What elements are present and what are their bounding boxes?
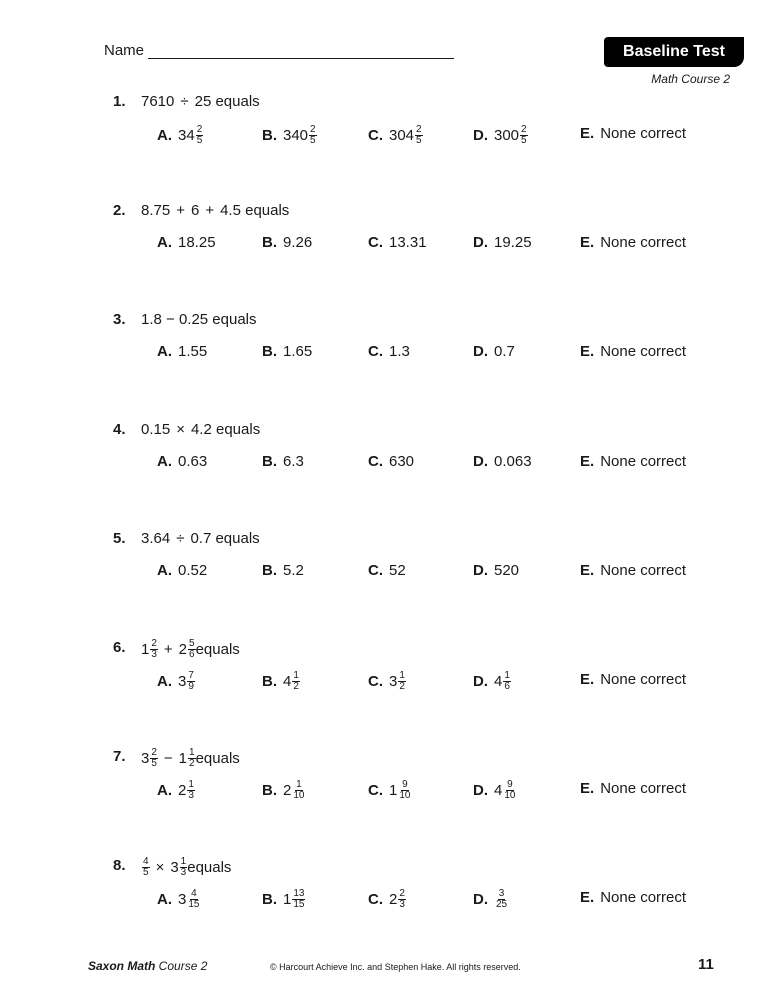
question-number: 8.	[113, 857, 126, 875]
answer-option[interactable]	[262, 343, 312, 361]
answer-option[interactable]	[157, 343, 207, 361]
answer-option[interactable]	[262, 671, 300, 692]
text-segment: 13.31	[389, 234, 427, 252]
answer-option[interactable]	[368, 125, 423, 146]
answer-option[interactable]	[157, 889, 200, 910]
answer-option[interactable]	[157, 562, 207, 580]
whole-part: 4	[283, 672, 292, 690]
option-letter: E.	[580, 780, 595, 798]
whole-part: 1	[389, 781, 398, 799]
answer-option[interactable]	[262, 453, 304, 471]
answer-option[interactable]	[368, 780, 411, 801]
text-segment: 25 equals	[194, 93, 260, 110]
answer-option[interactable]	[580, 671, 686, 689]
question-prompt	[141, 748, 240, 769]
text-segment: None correct	[600, 452, 687, 470]
fraction	[180, 857, 188, 878]
fraction	[150, 748, 158, 769]
option-letter: B.	[262, 561, 277, 579]
option-letter: D.	[473, 672, 488, 690]
fraction	[196, 125, 204, 146]
mixed-number	[389, 780, 411, 801]
option-letter: A.	[157, 890, 172, 908]
fraction	[292, 889, 305, 910]
whole-part: 3	[141, 749, 150, 767]
text-segment: equals	[187, 858, 232, 876]
question-prompt	[141, 857, 231, 878]
option-letter: B.	[262, 672, 277, 690]
footer-book-title	[88, 959, 207, 973]
answer-option[interactable]	[580, 343, 686, 361]
mixed-number	[283, 671, 300, 692]
denominator: 3	[188, 790, 194, 802]
fraction	[309, 125, 317, 146]
numerator: 2	[521, 124, 527, 135]
whole-part: 1	[141, 640, 150, 658]
answer-option[interactable]	[262, 889, 305, 910]
question-number: 5.	[113, 529, 126, 547]
whole-part: 1	[283, 890, 292, 908]
mixed-number	[141, 639, 158, 660]
whole-part: 2	[178, 781, 187, 799]
fraction	[398, 780, 411, 801]
numerator: 1	[293, 670, 299, 681]
text-segment: 1.8 − 0.25 equals	[141, 311, 257, 329]
whole-part: 2	[283, 781, 292, 799]
question-prompt	[141, 530, 260, 548]
text-segment: 5.2	[283, 561, 304, 579]
question-number: 2.	[113, 202, 126, 220]
numerator: 1	[504, 670, 510, 681]
numerator: 2	[310, 124, 316, 135]
text-segment: 3.64	[141, 529, 171, 547]
operator-symbol: +	[205, 202, 215, 220]
question-prompt	[141, 421, 260, 439]
denominator: 10	[293, 790, 305, 802]
denominator: 5	[521, 135, 527, 146]
denominator: 10	[399, 790, 411, 802]
denominator: 15	[188, 899, 200, 911]
fraction	[415, 125, 423, 146]
numerator: 2	[416, 124, 422, 135]
answer-option[interactable]	[262, 562, 304, 580]
text-segment: 19.25	[494, 234, 532, 252]
fraction	[398, 671, 406, 692]
option-letter: D.	[473, 343, 488, 361]
numerator: 2	[151, 747, 157, 759]
denominator: 3	[151, 649, 157, 660]
text-segment: 630	[389, 452, 415, 470]
whole-part: 4	[494, 781, 503, 799]
option-letter: B.	[262, 890, 277, 908]
footer-book-rest: Course 2	[155, 959, 208, 973]
name-field-row	[104, 42, 454, 59]
denominator: 5	[143, 867, 149, 879]
denominator: 25	[496, 899, 508, 911]
text-segment: 52	[389, 561, 406, 579]
question-prompt	[141, 93, 260, 111]
numerator: 4	[143, 856, 149, 868]
text-segment: None correct	[600, 234, 687, 252]
text-segment: 6.3	[283, 452, 304, 470]
denominator: 2	[293, 681, 299, 692]
denominator: 15	[293, 899, 305, 911]
fraction	[398, 889, 406, 910]
option-letter: B.	[262, 781, 277, 799]
question-item	[0, 202, 768, 282]
whole-part: 340	[283, 126, 309, 144]
answer-option[interactable]	[368, 343, 410, 361]
text-segment: 4.2 equals	[190, 420, 261, 438]
question-prompt	[141, 202, 289, 220]
answer-option[interactable]	[473, 562, 519, 580]
operator-symbol: ÷	[180, 93, 189, 110]
answer-option[interactable]	[580, 234, 686, 252]
denominator: 3	[399, 899, 405, 911]
denominator: 6	[189, 649, 195, 660]
answer-option[interactable]	[368, 889, 406, 910]
question-prompt	[141, 311, 257, 329]
answer-option[interactable]	[580, 125, 686, 143]
mixed-number	[494, 125, 528, 146]
mixed-number	[178, 780, 195, 801]
option-letter: E.	[580, 343, 595, 361]
text-segment: None correct	[600, 780, 687, 798]
option-letter: A.	[157, 561, 172, 579]
question-number: 6.	[113, 639, 126, 656]
numerator: 1	[296, 779, 302, 791]
mixed-number	[178, 125, 203, 146]
option-letter: E.	[580, 671, 595, 688]
text-segment: None correct	[600, 671, 687, 688]
answer-option[interactable]	[368, 562, 406, 580]
text-segment: 1.55	[178, 343, 208, 361]
option-letter: A.	[157, 781, 172, 799]
mixed-number	[179, 748, 196, 769]
fraction	[188, 748, 196, 769]
option-letter: B.	[262, 452, 277, 470]
numerator: 7	[188, 670, 194, 681]
operator-symbol: ×	[155, 858, 165, 876]
operator-symbol: ×	[176, 420, 185, 438]
numerator: 3	[498, 888, 505, 900]
mixed-number	[494, 889, 508, 910]
question-item	[0, 311, 768, 391]
whole-part: 300	[494, 126, 520, 144]
text-segment: 0.7 equals	[190, 529, 260, 547]
question-number: 7.	[113, 748, 126, 766]
text-segment: None correct	[600, 125, 687, 142]
option-letter: C.	[368, 561, 383, 579]
text-segment: 9.26	[283, 234, 313, 252]
denominator: 5	[196, 135, 203, 146]
answer-option[interactable]	[580, 889, 686, 907]
name-label: Name	[104, 42, 145, 59]
option-letter: B.	[262, 126, 277, 144]
numerator: 1	[180, 856, 187, 868]
text-segment: 520	[494, 561, 520, 579]
fraction	[187, 780, 195, 801]
option-letter: D.	[473, 234, 488, 252]
mixed-number	[170, 857, 187, 878]
option-letter: C.	[368, 672, 383, 690]
answer-option[interactable]	[157, 780, 195, 801]
question-item	[0, 421, 768, 501]
fraction	[292, 780, 305, 801]
answer-option[interactable]	[157, 671, 195, 692]
footer-book-bold: Saxon Math	[88, 959, 156, 973]
whole-part: 304	[389, 126, 415, 144]
mixed-number	[494, 671, 511, 692]
fraction	[292, 671, 300, 692]
answer-option[interactable]	[473, 780, 516, 801]
denominator: 6	[504, 681, 510, 692]
fraction	[503, 671, 511, 692]
whole-part: 3	[178, 890, 187, 908]
answer-option[interactable]	[368, 453, 414, 471]
text-segment: equals	[195, 640, 240, 658]
question-item	[0, 857, 768, 937]
text-segment: 0.63	[178, 452, 208, 470]
question-number: 4.	[113, 420, 126, 438]
option-letter: E.	[580, 452, 595, 470]
whole-part: 4	[494, 672, 503, 690]
option-letter: E.	[580, 561, 595, 579]
mixed-number	[494, 780, 516, 801]
denominator: 3	[180, 867, 187, 879]
fraction	[503, 780, 516, 801]
text-segment: None correct	[600, 343, 687, 361]
text-segment: 0.15	[141, 420, 171, 438]
mixed-number	[141, 748, 158, 769]
whole-part: 34	[178, 126, 195, 144]
fraction	[188, 639, 196, 660]
numerator: 9	[507, 779, 513, 791]
fraction	[142, 857, 150, 878]
answer-option[interactable]	[262, 780, 305, 801]
option-letter: D.	[473, 126, 488, 144]
question-number: 1.	[113, 93, 126, 110]
option-letter: E.	[580, 889, 595, 907]
answer-option[interactable]	[473, 234, 532, 252]
text-segment: equals	[195, 749, 240, 767]
fraction	[520, 125, 528, 146]
numerator: 2	[399, 888, 405, 900]
answer-option[interactable]	[473, 125, 528, 146]
answer-option[interactable]	[262, 234, 312, 252]
course-subtitle: Math Course 2	[651, 72, 730, 86]
numerator: 2	[196, 124, 203, 135]
option-letter: A.	[157, 672, 172, 690]
numerator: 2	[151, 638, 157, 649]
text-segment: 1.3	[389, 343, 410, 361]
option-letter: C.	[368, 781, 383, 799]
option-letter: B.	[262, 343, 277, 361]
mixed-number	[283, 780, 305, 801]
baseline-test-badge: Baseline Test	[604, 37, 744, 67]
option-letter: B.	[262, 234, 277, 252]
text-segment: 0.7	[494, 343, 515, 361]
text-segment: 18.25	[178, 234, 216, 252]
numerator: 1	[188, 779, 194, 791]
option-letter: A.	[157, 452, 172, 470]
numerator: 5	[189, 638, 195, 649]
mixed-number	[389, 671, 406, 692]
option-letter: C.	[368, 234, 383, 252]
text-segment: 0.063	[494, 452, 532, 470]
footer-copyright: © Harcourt Achieve Inc. and Stephen Hake. All rights reserved.	[270, 962, 521, 972]
question-item	[0, 530, 768, 610]
fraction	[187, 671, 195, 692]
mixed-number	[179, 639, 196, 660]
answer-option[interactable]	[473, 343, 515, 361]
whole-part: 3	[389, 672, 398, 690]
fraction	[495, 889, 508, 910]
whole-part: 2	[389, 890, 398, 908]
text-segment: None correct	[600, 889, 687, 907]
numerator: 13	[293, 888, 305, 900]
answer-option[interactable]	[580, 453, 686, 471]
option-letter: C.	[368, 452, 383, 470]
whole-part: 1	[178, 749, 188, 767]
mixed-number	[283, 125, 317, 146]
answer-option[interactable]	[157, 234, 216, 252]
option-letter: A.	[157, 126, 172, 144]
text-segment: 1.65	[283, 343, 313, 361]
whole-part: 2	[178, 640, 188, 658]
option-letter: A.	[157, 343, 172, 361]
whole-part: 3	[170, 858, 179, 876]
text-segment: 8.75	[141, 202, 171, 220]
option-letter: D.	[473, 452, 488, 470]
mixed-number	[389, 889, 406, 910]
mixed-number	[389, 125, 423, 146]
option-letter: A.	[157, 234, 172, 252]
denominator: 5	[416, 135, 422, 146]
mixed-number	[283, 889, 305, 910]
denominator: 2	[399, 681, 405, 692]
option-letter: E.	[580, 125, 595, 142]
answer-option[interactable]	[262, 125, 317, 146]
answer-option[interactable]	[157, 453, 207, 471]
option-letter: C.	[368, 126, 383, 144]
fraction	[187, 889, 200, 910]
operator-symbol: ÷	[176, 529, 185, 547]
denominator: 10	[504, 790, 516, 802]
mixed-number	[178, 671, 195, 692]
answer-option[interactable]	[473, 671, 511, 692]
answer-option[interactable]	[368, 234, 427, 252]
answer-option[interactable]	[368, 671, 406, 692]
text-segment: None correct	[600, 561, 687, 579]
text-segment: 0.52	[178, 561, 208, 579]
operator-symbol: +	[176, 202, 185, 220]
denominator: 5	[151, 758, 157, 770]
answer-option[interactable]	[157, 125, 203, 146]
question-item	[0, 748, 768, 828]
mixed-number	[178, 889, 200, 910]
page-number: 11	[698, 956, 714, 973]
numerator: 9	[402, 779, 408, 791]
option-letter: D.	[473, 781, 488, 799]
numerator: 1	[189, 747, 195, 759]
operator-symbol: +	[163, 640, 173, 658]
text-segment: 4.5 equals	[220, 202, 290, 220]
question-number: 3.	[113, 311, 126, 329]
whole-part: 3	[178, 672, 187, 690]
mixed-number	[141, 857, 150, 878]
question-item	[0, 93, 768, 173]
option-letter: D.	[473, 561, 488, 579]
denominator: 9	[188, 681, 194, 692]
fraction	[150, 639, 158, 660]
denominator: 5	[310, 135, 316, 146]
answer-option[interactable]	[473, 453, 532, 471]
numerator: 4	[191, 888, 197, 900]
text-segment: 6	[190, 202, 200, 220]
answer-option[interactable]	[580, 780, 686, 798]
question-prompt	[141, 639, 240, 660]
name-input-line[interactable]	[148, 44, 454, 59]
question-item	[0, 639, 768, 719]
answer-option[interactable]	[473, 889, 508, 910]
option-letter: D.	[473, 890, 488, 908]
option-letter: E.	[580, 234, 595, 252]
answer-option[interactable]	[580, 562, 686, 580]
operator-symbol: −	[163, 749, 173, 767]
text-segment: 7610	[141, 93, 175, 110]
option-letter: C.	[368, 343, 383, 361]
denominator: 2	[189, 758, 195, 770]
option-letter: C.	[368, 890, 383, 908]
numerator: 1	[399, 670, 405, 681]
